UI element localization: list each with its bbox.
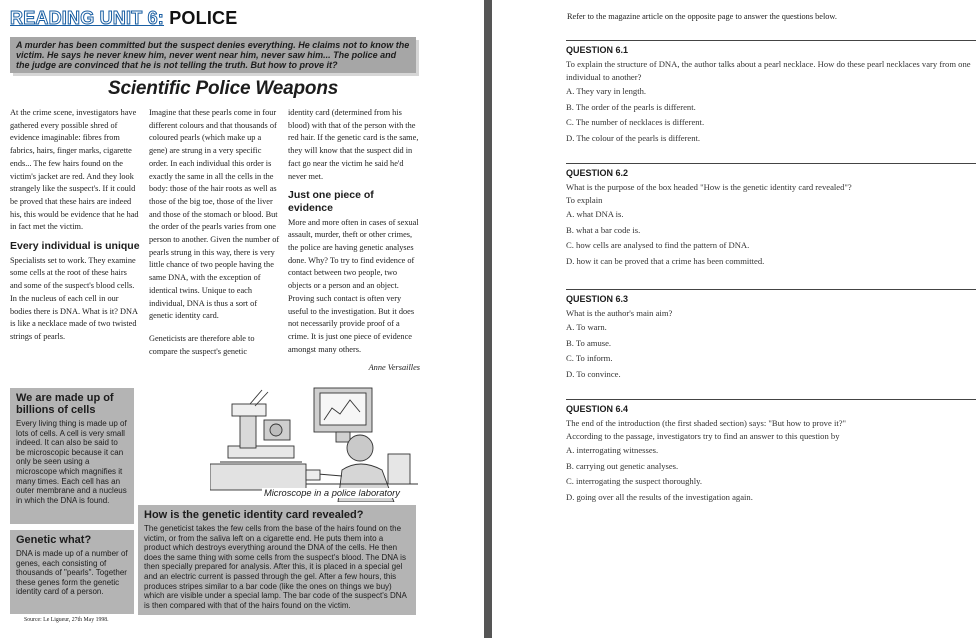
question-6-2 (566, 163, 976, 269)
cells-box-title: We are made up of billions of cells (16, 392, 114, 416)
col3-heading: Just one piece of evidence (288, 189, 374, 214)
question-stem-continuation: To explain (566, 195, 603, 205)
answer-option-c[interactable]: C. interrogating the suspect thoroughly. (566, 476, 702, 487)
article-column-2 (149, 107, 280, 358)
genetic-box (10, 530, 134, 614)
col2-paragraph-1: Imagine that these pearls come in four different colours and that thousands of coloured pearls (which make up a gene) are strung in a very specific order. In each individual this order is exactly the same in all the cells in the body: those of the hair roots as well as those of the big toe, those of the liver and those of the stomach or blood. But the order of the pearls varies from one person to another. Given the number of pearls strung in this way, there is very little chance of two people having the same DNA, with the exception of identical twins. Unique to each individual, DNA is thus a sort of genetic identity card. (149, 108, 280, 321)
question-title: QUESTION 6.4 (566, 404, 629, 414)
col1-paragraph-1: At the crime scene, investigators have gathered every possible shred of evidence imaginable: fibres from fabrics, hairs, finger marks, cigarette ends... The few hairs found on the victim's jacket are red. And they look strangely like the suspect's. If it could be proved that these hairs are indeed his, this would be evidence that he had in fact met the victim. (10, 108, 139, 232)
cells-box (10, 388, 134, 524)
unit-title (10, 8, 237, 29)
answer-option-d[interactable]: D. how it can be proved that a crime has been committed. (566, 255, 765, 266)
figure-caption: Microscope in a police laboratory (264, 488, 400, 498)
article-column-3 (288, 107, 420, 375)
cells-box-text: Every living thing is made up of lots of cells. A cell is very small indeed. It can also be said to be microscopic because it can only be seen using a microscope which magnifies it many times. Each cell has an outer membrane and a nucleus in which the DNA is found. (16, 419, 127, 505)
col1-heading: Every individual is unique (10, 240, 140, 253)
question-6-3 (566, 289, 976, 382)
microscope-illustration (210, 384, 420, 502)
unit-label: READING UNIT 6: (10, 8, 165, 28)
answer-option-a[interactable]: A. what DNA is. (566, 209, 624, 219)
article-title: Scientific Police Weapons (108, 78, 339, 99)
answer-option-c[interactable]: C. To inform. (566, 353, 613, 364)
col2-paragraph-2: Geneticists are therefore able to compare the suspect's genetic (149, 333, 255, 356)
left-page (0, 0, 484, 638)
question-title: QUESTION 6.1 (566, 45, 629, 55)
answer-option-c[interactable]: C. The number of necklaces is different. (566, 117, 705, 128)
col3-paragraph-2: More and more often in cases of sexual assault, murder, theft or other crimes, the police are having genetic analyses done. Why? To try to find evidence of contact between two people, two objects or a person and an object. Proving such contact is often very useful to the investigation. But it does not necessarily provide proof of a crime. It is just one piece of evidence amongst many others. (288, 217, 419, 354)
author-name: Anne Versailles (368, 363, 420, 373)
question-stem: What is the purpose of the box headed "How is the genetic identity card revealed"? (566, 182, 852, 192)
right-page (492, 0, 980, 638)
answer-option-b[interactable]: B. what a bar code is. (566, 224, 641, 235)
identity-card-box-text: The geneticist takes the few cells from the base of the hairs found on the victim, or from the saliva left on a cigarette end. He puts them into a product which destroys everything around the DNA of the cells. He then does the same thing with some cells from the suspect's blood. The DNA is then specially prepared for analysis. After this, it is placed in a special gel and an electric current is passed through the gel. After a few hours, this produces stripes similar to a bar code (like the ones on things we buy) which are visible under a special lamp. The bar code of the suspect's DNA is then compared with that of the hairs found on the victim. (144, 524, 407, 610)
question-stem: What is the author's main aim? (566, 308, 673, 318)
question-divider (566, 40, 976, 41)
question-divider (566, 163, 976, 164)
question-title: QUESTION 6.2 (566, 168, 629, 178)
source-citation: Source: Le Ligueur, 27th May 1998. (24, 617, 109, 623)
intro-text: A murder has been committed but the suspect denies everything. He claims not to know the victim. He says he never knew him, never went near him, never saw him... The police and the judge are convinced that he is not telling the truth. But how to prove it? (16, 40, 410, 70)
identity-card-box-title: How is the genetic identity card revealed? (144, 509, 364, 521)
intro-box (10, 37, 416, 73)
question-6-4 (566, 399, 976, 505)
question-6-1 (566, 40, 976, 146)
answer-option-b[interactable]: B. The order of the pearls is different. (566, 101, 696, 112)
question-stem: The end of the introduction (the first shaded section) says: "But how to prove it?" (566, 418, 847, 428)
question-title: QUESTION 6.3 (566, 294, 629, 304)
unit-name: POLICE (169, 8, 238, 28)
col3-paragraph-1: identity card (determined from his blood) with that of the person with the red hair. If the genetic card is the same, they will know that the suspect did in fact go near the victim he said he'd never met. (288, 108, 419, 181)
genetic-box-title: Genetic what? (16, 534, 92, 546)
question-stem-continuation: According to the passage, investigators try to find an answer to this question by (566, 431, 840, 441)
page-gutter (484, 0, 492, 638)
article-column-1 (10, 107, 140, 344)
col1-paragraph-2: Specialists set to work. They examine some cells at the root of these hairs and some of the suspect's blood cells. In the nucleus of each cell in our bodies there is DNA. What is it? DNA is like a necklace made of two twisted strings of pearls. (10, 255, 138, 341)
genetic-box-text: DNA is made up of a number of genes, each consisting of thousands of "pearls". Together these genes form the genetic identity card of a person. (16, 549, 128, 597)
answer-option-a[interactable]: A. interrogating witnesses. (566, 445, 659, 455)
answer-option-a[interactable]: A. To warn. (566, 322, 607, 332)
answer-option-d[interactable]: D. To convince. (566, 368, 621, 379)
answer-option-b[interactable]: B. carrying out genetic analyses. (566, 460, 679, 471)
answer-option-d[interactable]: D. going over all the results of the investigation again. (566, 491, 753, 502)
identity-card-box (138, 505, 416, 615)
question-stem: To explain the structure of DNA, the author talks about a pearl necklace. How do these pearl necklaces vary from one individual to another? (566, 59, 971, 82)
answer-option-c[interactable]: C. how cells are analysed to find the pattern of DNA. (566, 240, 750, 251)
answer-option-b[interactable]: B. To amuse. (566, 337, 612, 348)
question-divider (566, 399, 976, 400)
question-divider (566, 289, 976, 290)
answer-option-a[interactable]: A. They vary in length. (566, 86, 647, 96)
answer-option-d[interactable]: D. The colour of the pearls is different. (566, 132, 701, 143)
instruction-text: Refer to the magazine article on the opposite page to answer the questions below. (567, 12, 837, 21)
